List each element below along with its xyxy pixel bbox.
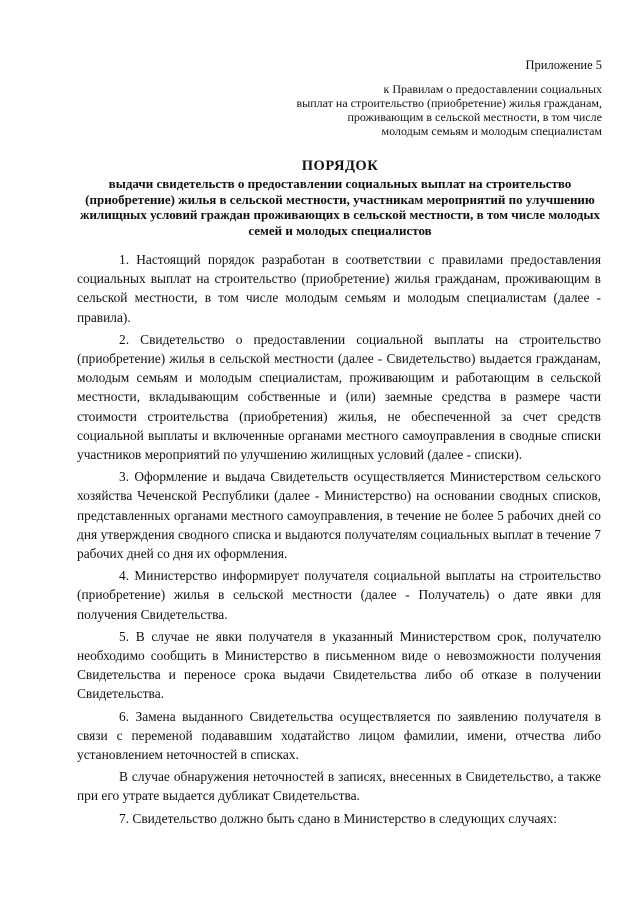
paragraph-2: 2. Свидетельство о предоставлении социальной выплаты на строительство (приобретение) жилья в сельской местности (далее - Свидетельство) выдается гражданам, молодым семьям и молодым специалистам, проживающим и работающим в сельской местности, вкладывающим собственные и (или) заемные средства в размере части стоимости строительства (приобретения) жилья, не обеспеченной за счет средств социальной выплаты и включенные органами местного самоуправления в сводные списки участников мероприятий по улучшению жилищных условий (далее - списки). (77, 331, 601, 463)
appendix-line: молодым семьям и молодым специалистам (381, 124, 602, 138)
paragraph-4: 4. Министерство информирует получателя социальной выплаты на строительство (приобретение) жилья в сельской местности (далее - Получатель) о дате явки для получения Свидетельства. (77, 568, 601, 622)
document-subtitle: выдачи свидетельств о предоставлении социальных выплат на строительство (приобретение) жилья в сельской местности, участникам мероприятий по улучшению жилищных условий граждан проживающих в сельской местности, в том числе молодых семей и молодых специалистов (80, 176, 600, 238)
appendix-line: проживающим в сельской местности, в том числе (347, 110, 602, 124)
paragraph-6: 6. Замена выданного Свидетельства осуществляется по заявлению получателя в связи с переменой подававшим ходатайство лицом фамилии, имени, отчества либо установлением неточностей в списках. (77, 708, 601, 763)
paragraph-1: 1. Настоящий порядок разработан в соответствии с правилами предоставления социальных выплат на строительство (приобретение) жилья гражданам, проживающим в сельской местности, в том числе молодым семьям и молодым специалистам (далее - правила). (77, 252, 601, 325)
appendix-line: к Правилам о предоставлении социальных (383, 82, 602, 96)
paragraph-6-note: В случае обнаружения неточностей в записях, внесенных в Свидетельство, а также при его утрате выдается дубликат Свидетельства. (77, 769, 601, 804)
appendix-header (202, 58, 602, 138)
document-body (77, 250, 601, 831)
appendix-line: выплат на строительство (приобретение) жилья гражданам, (296, 96, 602, 110)
document-title: ПОРЯДОК (301, 158, 379, 174)
paragraph-3: 3. Оформление и выдача Свидетельств осуществляется Министерством сельского хозяйства Чеченской Республики (далее - Министерство) на основании сводных списков, представленных органами местного самоуправления, в течение не более 5 рабочих дней со дня утверждения сводного списка и выдаются получателям социальных выплат в течение 7 рабочих дней со дня их оформления. (77, 469, 601, 562)
paragraph-5: 5. В случае не явки получателя в указанный Министерством срок, получателю необходимо сообщить в Министерство в письменном виде о невозможности получения Свидетельства и переносе срока выдачи Свидетельства либо об отказе в получении Свидетельства. (77, 628, 601, 702)
appendix-title: Приложение 5 (525, 58, 602, 72)
paragraph-7: 7. Свидетельство должно быть сдано в Министерство в следующих случаях: (119, 810, 557, 826)
